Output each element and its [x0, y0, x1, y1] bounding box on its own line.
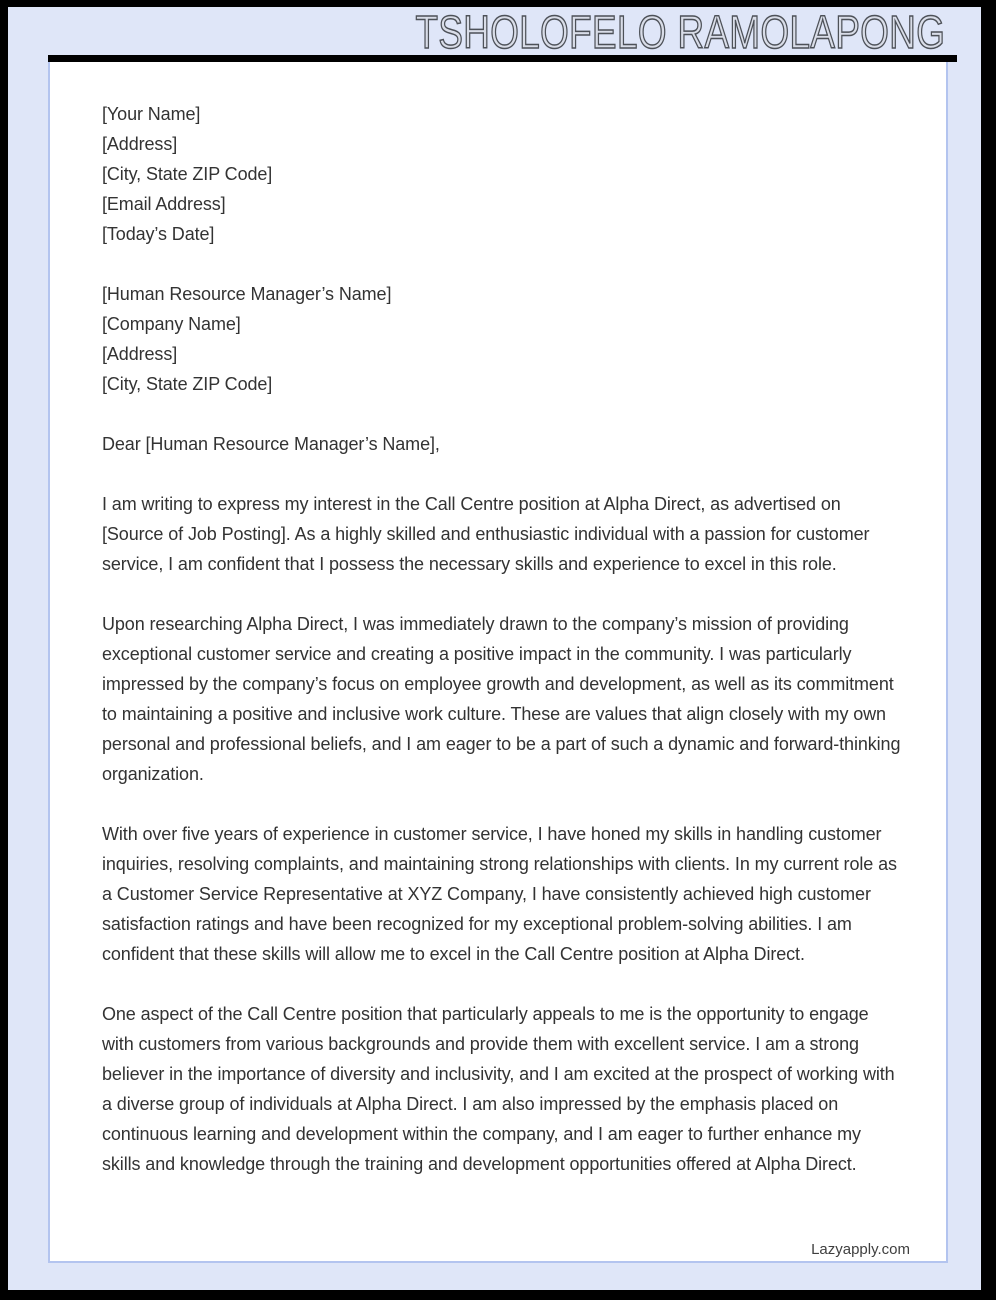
- sender-address-block: [102, 99, 902, 249]
- watermark-link[interactable]: Lazyapply.com: [811, 1241, 910, 1258]
- recipient-address-line: [Company Name]: [102, 314, 241, 334]
- letter-paragraph: One aspect of the Call Centre position that particularly appeals to me is the opportunity to engage with customers from various backgrounds and provide them with excellent service. I am a strong believer in the importance of diversity and inclusivity, and I am excited at the prospect of working with a diverse group of individuals at Alpha Direct. I am also impressed by the emphasis placed on continuous learning and development within the company, and I am eager to further enhance my skills and knowledge through the training and development opportunities offered at Alpha Direct.: [102, 1004, 895, 1174]
- sender-address-line: [City, State ZIP Code]: [102, 164, 273, 184]
- recipient-address-line: [City, State ZIP Code]: [102, 374, 273, 394]
- letter-paragraph: Upon researching Alpha Direct, I was immediately drawn to the company’s mission of providing exceptional customer service and creating a positive impact in the community. I was particularly impressed by the company’s focus on employee growth and development, as well as its commitment to maintaining a positive and inclusive work culture. These are values that align closely with my own personal and professional beliefs, and I am eager to be a part of such a dynamic and forward-thinking organization.: [102, 614, 901, 784]
- salutation: Dear [Human Resource Manager’s Name],: [102, 434, 440, 454]
- letter-paragraph: I am writing to express my interest in the Call Centre position at Alpha Direct, as advertised on [Source of Job Posting]. As a highly skilled and enthusiastic individual with a passion for customer service, I am confident that I possess the necessary skills and experience to excel in this role.: [102, 494, 870, 574]
- letterhead: [8, 6, 981, 58]
- recipient-address-line: [Human Resource Manager’s Name]: [102, 284, 392, 304]
- letter-body: [102, 489, 902, 1179]
- letter-text: [102, 99, 902, 1179]
- sender-address-line: [Today’s Date]: [102, 224, 215, 244]
- sender-address-line: [Email Address]: [102, 194, 226, 214]
- recipient-address-line: [Address]: [102, 344, 178, 364]
- sender-address-line: [Your Name]: [102, 104, 201, 124]
- letter-document: [48, 62, 948, 1263]
- sender-address-line: [Address]: [102, 134, 178, 154]
- recipient-address-block: [102, 279, 902, 399]
- letterhead-name: TSHOLOFELO RAMOLAPONG: [415, 6, 945, 58]
- letter-paragraph: With over five years of experience in customer service, I have honed my skills in handling customer inquiries, resolving complaints, and maintaining strong relationships with clients. In my current role as a Customer Service Representative at XYZ Company, I have consistently achieved high customer satisfaction ratings and have been recognized for my exceptional problem-solving abilities. I am confident that these skills will allow me to excel in the Call Centre position at Alpha Direct.: [102, 824, 897, 964]
